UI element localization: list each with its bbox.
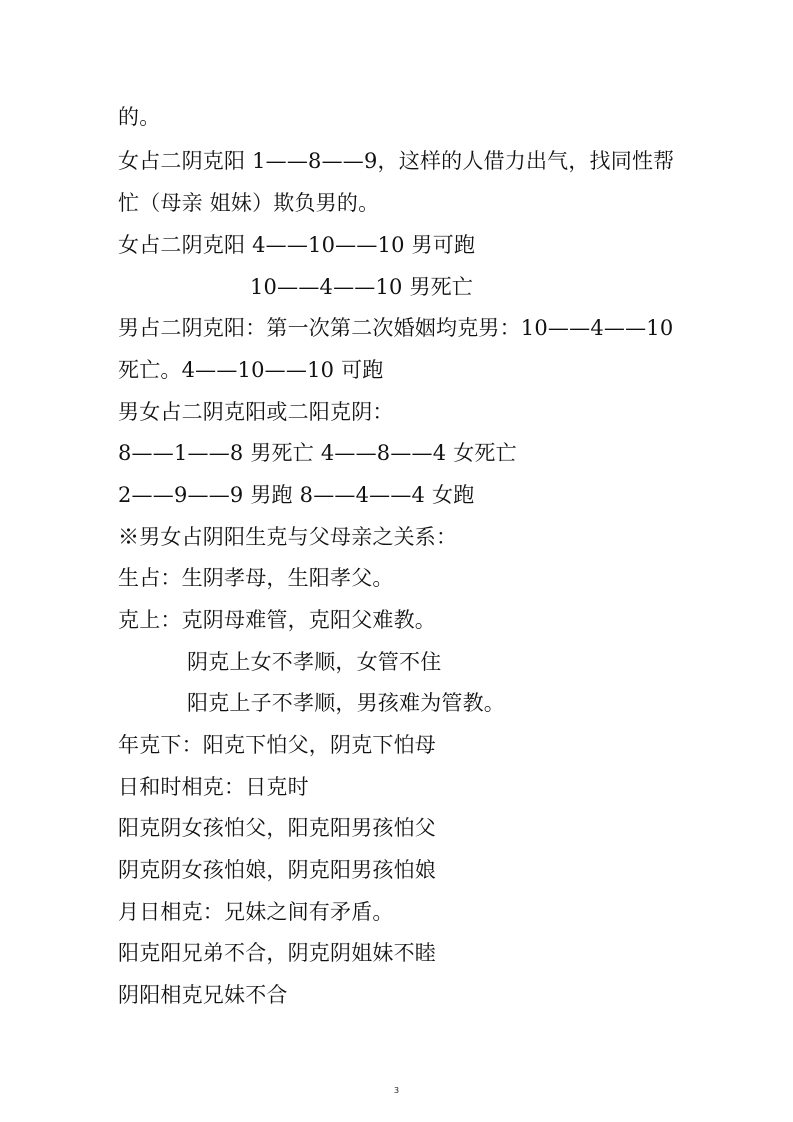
text-line: 8——1——8 男死亡 4——8——4 女死亡 (118, 441, 517, 465)
text-line: ※男女占阴阳生克与父母亲之关系： (118, 525, 458, 549)
text-line: 年克下：阳克下怕父，阴克下怕母 (118, 733, 436, 757)
text-line: 女占二阴克阳 4——10——10 男可跑 (118, 233, 476, 257)
text-line: 阴克上女不孝顺，女管不住 (187, 650, 442, 674)
text-line: 女占二阴克阳 1——8——9，这样的人借力出气，找同性帮 (118, 149, 675, 173)
text-line: 阳克阴女孩怕父，阳克阳男孩怕父 (118, 816, 436, 840)
text-line: 2——9——9 男跑 8——4——4 女跑 (118, 483, 475, 507)
text-line: 阳克阳兄弟不合，阴克阴姐妹不睦 (118, 941, 436, 965)
text-line: 男占二阴克阳：第一次第二次婚姻均克男：10——4——10 (118, 316, 674, 340)
text-line: 克上：克阴母难管，克阳父难教。 (118, 608, 436, 632)
text-line: 月日相克：兄妹之间有矛盾。 (118, 900, 394, 924)
text-line: 男女占二阴克阳或二阳克阴： (118, 400, 394, 424)
text-line: 10——4——10 男死亡 (250, 275, 474, 299)
text-line: 的。 (118, 105, 161, 129)
text-line: 阴阳相克兄妹不合 (118, 983, 288, 1007)
text-line: 生占：生阴孝母，生阳孝父。 (118, 566, 394, 590)
text-line: 阴克阴女孩怕娘，阴克阳男孩怕娘 (118, 858, 436, 882)
text-line: 阳克上子不孝顺，男孩难为管教。 (187, 691, 505, 715)
page-number: 3 (393, 1086, 400, 1095)
text-line: 死亡。4——10——10 可跑 (118, 358, 384, 382)
text-line: 日和时相克：日克时 (118, 775, 309, 799)
text-line: 忙（母亲 姐妹）欺负男的。 (118, 191, 380, 215)
